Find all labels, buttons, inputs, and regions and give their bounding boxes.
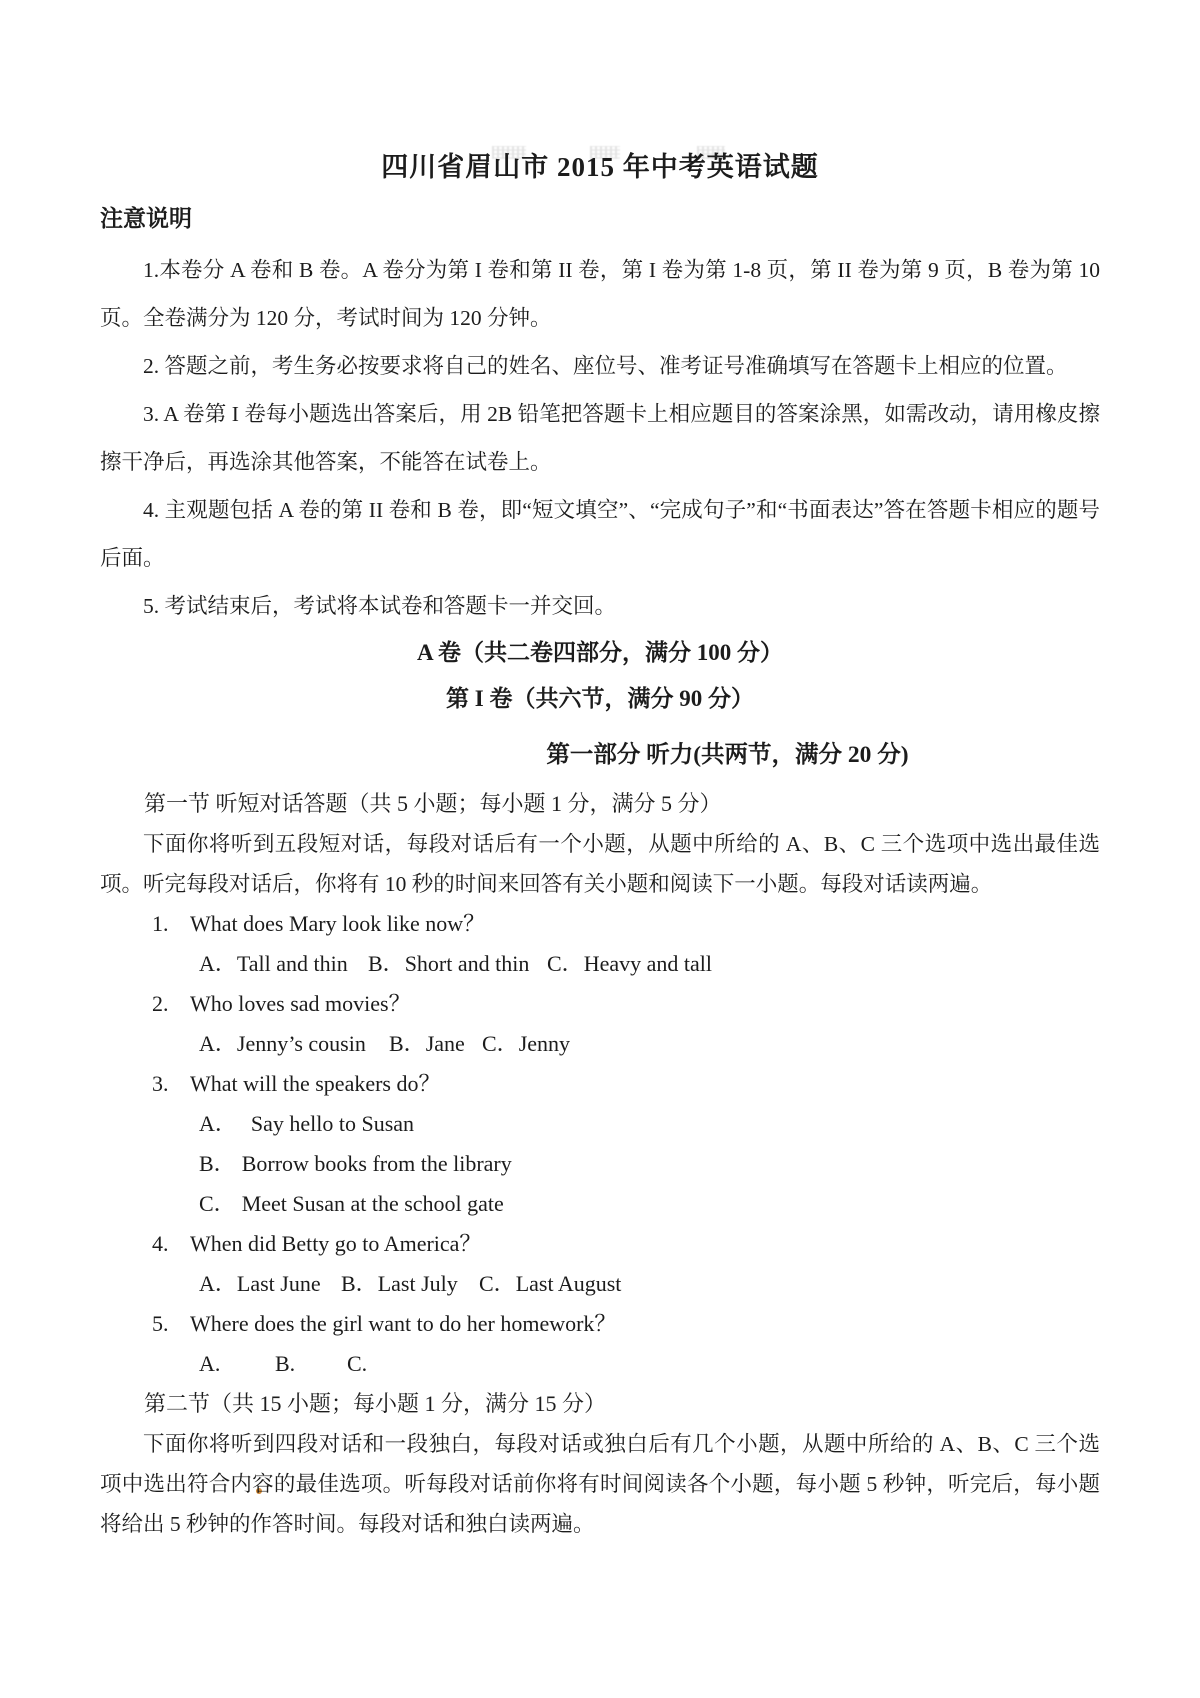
notice-list: [100, 246, 1100, 630]
question-number: 1.: [152, 911, 169, 936]
question-4-options: [100, 1264, 1100, 1304]
section1-title: 第一节 听短对话答题（共 5 小题；每小题 1 分，满分 5 分）: [144, 791, 722, 816]
notice-item-2: 2. 答题之前，考生务必按要求将自己的姓名、座位号、准考证号准确填写在答题卡上相应的位置。: [143, 354, 1068, 378]
exam-title: 四川省眉山市 2015 年中考英语试题: [381, 152, 819, 182]
option-b: B.: [275, 1351, 296, 1376]
heading-part1-listening: 第一部分 听力(共两节，满分 20 分): [546, 742, 909, 768]
question-3-option-b: B． Borrow books from the library: [199, 1151, 512, 1176]
question-1: [100, 904, 1100, 944]
question-2-options: [100, 1024, 1100, 1064]
option-a: A.: [199, 1351, 221, 1376]
question-3-option-c: C． Meet Susan at the school gate: [199, 1191, 504, 1216]
option-c: C．Last August: [479, 1271, 622, 1296]
question-text: When did Betty go to America？: [190, 1231, 482, 1256]
question-number: 3.: [152, 1071, 169, 1096]
notice-item-5: 5. 考试结束后，考试将本试卷和答题卡一并交回。: [143, 594, 617, 618]
heading-volume-1: 第 I 卷（共六节，满分 90 分）: [446, 686, 754, 711]
option-a: A．Jenny’s cousin: [199, 1031, 366, 1056]
section2-title: 第二节（共 15 小题；每小题 1 分，满分 15 分）: [144, 1391, 607, 1416]
notice-item-3: 3. A 卷第 I 卷每小题选出答案后，用 2B 铅笔把答题卡上相应题目的答案涂黑，如需改动，请用橡皮擦擦干净后，再选涂其他答案，不能答在试卷上。: [100, 402, 1100, 474]
question-5-options: [100, 1344, 1100, 1384]
notice-item-1: 1.本卷分 A 卷和 B 卷。A 卷分为第 I 卷和第 II 卷，第 I 卷为第 1-8 页，第 II 卷为第 9 页，B 卷为第 10 页。全卷满分为 120 分，考试时间为 120 分钟。: [100, 258, 1100, 330]
heading-part-a: A 卷（共二卷四部分，满分 100 分）: [416, 640, 784, 665]
option-b: B．Last July: [341, 1271, 458, 1296]
section2-intro: 下面你将听到四段对话和一段独白，每段对话或独白后有几个小题，从题中所给的 A、B、C 三个选项中选出符合内容的最佳选项。听每段对话前你将有时间阅读各个小题，每小题 5 秒钟，听完后，每小题将给出 5 秒钟的作答时间。每段对话和独白读两遍。: [100, 1432, 1100, 1536]
question-3: [100, 1064, 1100, 1104]
option-c: C.: [347, 1351, 368, 1376]
option-b: B．Jane: [389, 1031, 465, 1056]
question-text: Who loves sad movies？: [190, 991, 411, 1016]
option-c: C．Heavy and tall: [547, 951, 712, 976]
section1-intro: 下面你将听到五段短对话，每段对话后有一个小题，从题中所给的 A、B、C 三个选项中选出最佳选项。听完每段对话后，你将有 10 秒的时间来回答有关小题和阅读下一小题。每段对话读两遍。: [100, 832, 1100, 896]
question-2: [100, 984, 1100, 1024]
question-5: [100, 1304, 1100, 1344]
question-text: Where does the girl want to do her homework？: [190, 1311, 617, 1336]
question-number: 2.: [152, 991, 169, 1016]
question-text: What will the speakers do？: [190, 1071, 441, 1096]
option-a: A．Last June: [199, 1271, 321, 1296]
question-number: 5.: [152, 1311, 169, 1336]
question-number: 4.: [152, 1231, 169, 1256]
question-3-option-a: A． Say hello to Susan: [199, 1111, 415, 1136]
option-c: C．Jenny: [482, 1031, 571, 1056]
option-b: B．Short and thin: [368, 951, 530, 976]
question-text: What does Mary look like now？: [190, 911, 486, 936]
notice-heading: 注意说明: [100, 206, 192, 231]
notice-item-4: 4. 主观题包括 A 卷的第 II 卷和 B 卷，即“短文填空”、“完成句子”和“书面表达”答在答题卡相应的题号后面。: [100, 498, 1100, 570]
option-a: A．Tall and thin: [199, 951, 348, 976]
question-1-options: [100, 944, 1100, 984]
listening-section: [100, 784, 1100, 1544]
question-4: [100, 1224, 1100, 1264]
